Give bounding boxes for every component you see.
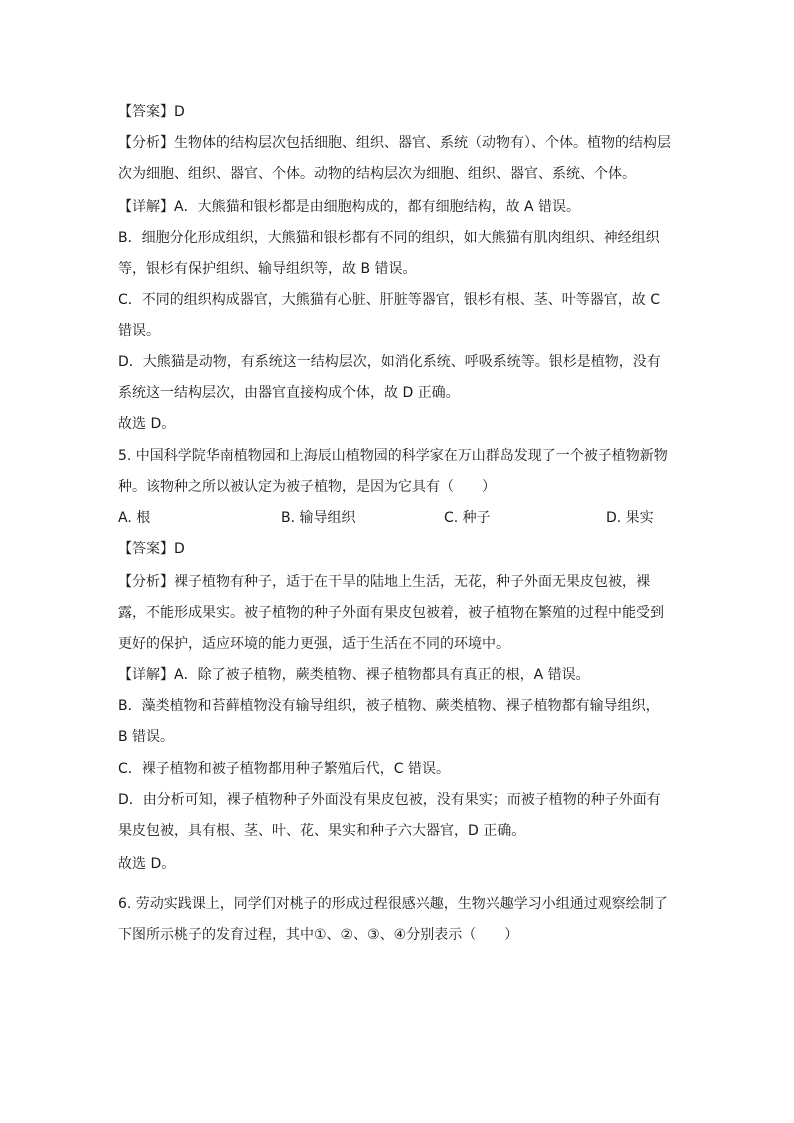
q4-analysis-line-1: 【分析】生物体的结构层次包括细胞、组织、器官、系统（动物有）、个体。植物的结构层 [118,135,671,151]
q5-detail-line-3: B 错误。 [118,729,175,745]
q4-detail-line-7: 系统这一结构层次，由器官直接构成个体，故 D 正确。 [118,385,460,401]
q5-detail-line-2: B．藻类植物和苔藓植物没有输导组织，被子植物、蕨类植物、裸子植物都有输导组织， [118,698,660,714]
q5-conclusion: 故选 D。 [118,856,176,872]
q5-stem-line-2: 种。该物种之所以被认定为被子植物，是因为它具有（ ） [118,479,496,495]
q5-detail-line-1: 【详解】A．除了被子植物，蕨类植物、裸子植物都具有真正的根，A 错误。 [118,667,590,683]
q4-detail-line-3: 等，银杉有保护组织、输导组织等，故 B 错误。 [118,261,417,277]
q5-detail-line-5: D．由分析可知，裸子植物种子外面没有果皮包被，没有果实；而被子植物的种子外面有 [118,792,661,808]
q5-answer: 【答案】D [118,541,185,557]
q6-stem-line-1: 6. 劳动实践课上，同学们对桃子的形成过程很感兴趣，生物兴趣学习小组通过观察绘制了 [118,896,668,912]
q4-conclusion: 故选 D。 [118,416,176,432]
q5-option-c: C. 种子 [444,510,491,526]
q5-option-a: A. 根 [118,510,151,526]
q4-detail-line-5: 错误。 [118,323,160,339]
q4-detail-line-4: C．不同的组织构成器官，大熊猫有心脏、肝脏等器官，银杉有根、茎、叶等器官，故 C [118,292,660,308]
q5-option-d: D. 果实 [606,510,654,526]
q5-analysis-line-3: 更好的保护，适应环境的能力更强，适于生活在不同的环境中。 [118,636,510,652]
q6-stem-line-2: 下图所示桃子的发育过程，其中①、②、③、④分别表示（ ） [118,927,519,943]
q4-analysis-line-2: 次为细胞、组织、器官、个体。动物的结构层次为细胞、组织、器官、系统、个体。 [118,166,636,182]
q5-analysis-line-1: 【分析】裸子植物有种子，适于在干旱的陆地上生活，无花，种子外面无果皮包被，裸 [118,574,650,590]
q5-stem-line-1: 5. 中国科学院华南植物园和上海辰山植物园的科学家在万山群岛发现了一个被子植物新物 [118,448,668,464]
q4-answer: 【答案】D [118,104,185,120]
q5-analysis-line-2: 露，不能形成果实。被子植物的种子外面有果皮包被着，被子植物在繁殖的过程中能受到 [118,605,664,621]
q4-detail-line-2: B．细胞分化形成组织，大熊猫和银杉都有不同的组织，如大熊猫有肌肉组织、神经组织 [118,230,660,246]
q5-detail-line-4: C．裸子植物和被子植物都用种子繁殖后代，C 错误。 [118,761,450,777]
q4-detail-line-1: 【详解】A．大熊猫和银杉都是由细胞构成的，都有细胞结构，故 A 错误。 [118,199,581,215]
q5-detail-line-6: 果皮包被，具有根、茎、叶、花、果实和种子六大器官，D 正确。 [118,823,526,839]
q5-option-b: B. 输导组织 [281,510,356,526]
q4-detail-line-6: D．大熊猫是动物，有系统这一结构层次，如消化系统、呼吸系统等。银杉是植物，没有 [118,354,661,370]
